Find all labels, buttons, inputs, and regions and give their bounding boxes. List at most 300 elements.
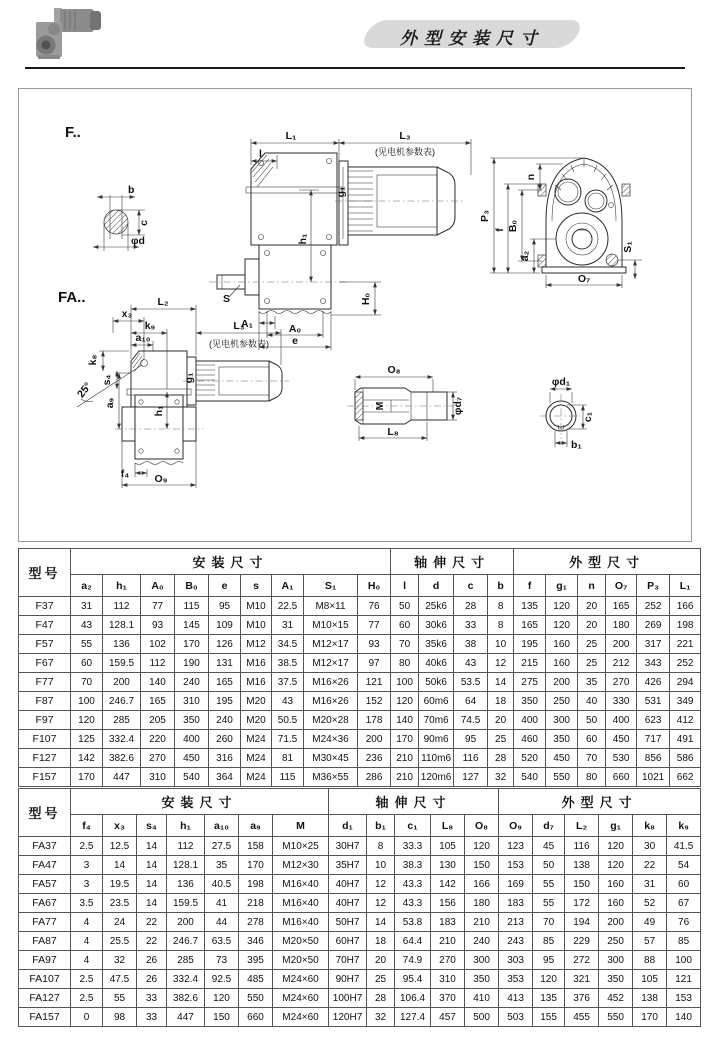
cell: M24×36 xyxy=(304,730,358,749)
cell: 123 xyxy=(499,837,533,856)
label-H0: H₀ xyxy=(360,292,372,306)
label-a9: a₉ xyxy=(104,397,116,409)
cell: 350 xyxy=(175,711,209,730)
cell: 520 xyxy=(514,749,546,768)
cell: 31 xyxy=(71,597,103,616)
group-header-shaft: 轴伸尺寸 xyxy=(329,789,499,815)
column-header: x₃ xyxy=(103,815,137,837)
cell: 364 xyxy=(209,768,241,787)
label-n: n xyxy=(525,173,537,181)
cell: 452 xyxy=(599,989,633,1008)
cell: 70m6 xyxy=(419,711,454,730)
cell: 54 xyxy=(667,856,701,875)
cell: 142 xyxy=(431,875,465,894)
cell: 22 xyxy=(137,932,167,951)
cell: 220 xyxy=(141,730,175,749)
column-header: d₇ xyxy=(533,815,565,837)
label-h1: h₁ xyxy=(297,233,309,245)
cell: 540 xyxy=(175,768,209,787)
model-cell: FA47 xyxy=(19,856,71,875)
cell: 145 xyxy=(175,616,209,635)
model-cell: F107 xyxy=(19,730,71,749)
cell: 98 xyxy=(103,1008,137,1027)
cell: 25.5 xyxy=(103,932,137,951)
cell: 76 xyxy=(358,597,391,616)
cell: 270 xyxy=(141,749,175,768)
cell: 85 xyxy=(533,932,565,951)
cell: 32 xyxy=(488,768,514,787)
column-header: s xyxy=(241,575,272,597)
column-header: A₁ xyxy=(272,575,304,597)
column-header: M xyxy=(273,815,329,837)
cell: 447 xyxy=(167,1008,205,1027)
cell: 116 xyxy=(565,837,599,856)
title-banner xyxy=(366,20,578,48)
cell: 77 xyxy=(141,597,175,616)
cell: 400 xyxy=(606,711,637,730)
model-cell: F47 xyxy=(19,616,71,635)
cell: 32 xyxy=(367,1008,395,1027)
cell: 127 xyxy=(454,768,488,787)
column-header: O₈ xyxy=(465,815,499,837)
cell: 125 xyxy=(71,730,103,749)
cell: 310 xyxy=(175,692,209,711)
cell: 269 xyxy=(637,616,670,635)
table-row xyxy=(19,730,701,749)
cell: 198 xyxy=(239,875,273,894)
cell: 121 xyxy=(667,970,701,989)
cell: 316 xyxy=(209,749,241,768)
group-header-install: 安装尺寸 xyxy=(71,789,329,815)
cell: 43 xyxy=(272,692,304,711)
cell: 413 xyxy=(499,989,533,1008)
cell: 10 xyxy=(488,635,514,654)
cell: 586 xyxy=(670,749,701,768)
f-front-view xyxy=(479,158,642,288)
cell: 30H7 xyxy=(329,837,367,856)
cell: 450 xyxy=(175,749,209,768)
group-header-install: 安装尺寸 xyxy=(71,549,391,575)
cell: 100 xyxy=(667,951,701,970)
cell: 0 xyxy=(71,1008,103,1027)
cell: 210 xyxy=(465,913,499,932)
cell: 412 xyxy=(670,711,701,730)
cell: 92.5 xyxy=(205,970,239,989)
cell: 40H7 xyxy=(329,875,367,894)
cell: 106.4 xyxy=(395,989,431,1008)
cell: 195 xyxy=(514,635,546,654)
cell: 152 xyxy=(358,692,391,711)
cell: 310 xyxy=(431,970,465,989)
label-h1-fa: h₁ xyxy=(153,405,165,417)
column-header: n xyxy=(578,575,606,597)
cell: 550 xyxy=(239,989,273,1008)
cell: 353 xyxy=(499,970,533,989)
cell: 120 xyxy=(205,989,239,1008)
cell: 221 xyxy=(670,635,701,654)
table-row xyxy=(19,932,701,951)
cell: 142 xyxy=(71,749,103,768)
cell: 215 xyxy=(514,654,546,673)
cell: 49 xyxy=(633,913,667,932)
cell: 500 xyxy=(465,1008,499,1027)
table-row xyxy=(19,894,701,913)
cell: 26 xyxy=(137,951,167,970)
cell: 43 xyxy=(71,616,103,635)
model-cell: F97 xyxy=(19,711,71,730)
label-L8: L₈ xyxy=(387,426,399,438)
label-a10: a₁₀ xyxy=(135,332,151,344)
label-g1-fa: g₁ xyxy=(183,372,195,384)
cell: 93 xyxy=(141,616,175,635)
cell: M10×15 xyxy=(304,616,358,635)
table-row xyxy=(19,970,701,989)
cell: 540 xyxy=(514,768,546,787)
cell: 63.5 xyxy=(205,932,239,951)
cell: 112 xyxy=(167,837,205,856)
cell: 660 xyxy=(239,1008,273,1027)
cell: 55 xyxy=(71,635,103,654)
label-s4: s₄ xyxy=(101,374,113,386)
model-cell: F157 xyxy=(19,768,71,787)
cell: 4 xyxy=(71,951,103,970)
model-cell: FA87 xyxy=(19,932,71,951)
cell: 32 xyxy=(103,951,137,970)
cell: 60m6 xyxy=(419,692,454,711)
label-angle: 25° xyxy=(75,380,95,401)
cell: 332.4 xyxy=(167,970,205,989)
cell: 170 xyxy=(391,730,419,749)
cell: 400 xyxy=(514,711,546,730)
cell: M20×50 xyxy=(273,951,329,970)
cell: 43 xyxy=(454,654,488,673)
column-header: f₄ xyxy=(71,815,103,837)
cell: 426 xyxy=(637,673,670,692)
label-phi-d: φd xyxy=(131,235,145,247)
cell: 450 xyxy=(606,730,637,749)
cell: 126 xyxy=(209,635,241,654)
cell: 28 xyxy=(367,989,395,1008)
label-d1: φd₁ xyxy=(551,376,571,388)
cell: 50 xyxy=(578,711,606,730)
label-P3: P₃ xyxy=(479,210,491,222)
cell: 22 xyxy=(137,913,167,932)
cell: M16×40 xyxy=(273,875,329,894)
cell: 76 xyxy=(667,913,701,932)
cell: 252 xyxy=(670,654,701,673)
hollow-shaft-bore-section xyxy=(540,376,594,451)
motor-note-fa: (见电机参数表) xyxy=(209,339,269,349)
cell: 275 xyxy=(514,673,546,692)
cell: 166 xyxy=(670,597,701,616)
cell: M24 xyxy=(241,768,272,787)
cell: 64 xyxy=(454,692,488,711)
cell: 35 xyxy=(205,856,239,875)
cell: M24 xyxy=(241,749,272,768)
cell: M16×26 xyxy=(304,673,358,692)
column-header: a₉ xyxy=(239,815,273,837)
cell: 20 xyxy=(367,951,395,970)
cell: 170 xyxy=(633,1008,667,1027)
cell: 60H7 xyxy=(329,932,367,951)
cell: 550 xyxy=(546,768,578,787)
cell: 95 xyxy=(209,597,241,616)
cell: 12 xyxy=(367,875,395,894)
f-side-view xyxy=(209,130,471,350)
dimension-drawing xyxy=(19,89,691,541)
cell: 165 xyxy=(514,616,546,635)
cell: 53.8 xyxy=(395,913,431,932)
cell: 128.1 xyxy=(167,856,205,875)
cell: 120 xyxy=(546,597,578,616)
cell: 25 xyxy=(578,635,606,654)
cell: 14 xyxy=(137,856,167,875)
cell: 35H7 xyxy=(329,856,367,875)
cell: 31 xyxy=(633,875,667,894)
cell: 130 xyxy=(431,856,465,875)
cell: 2.5 xyxy=(71,989,103,1008)
model-cell: F77 xyxy=(19,673,71,692)
table-row xyxy=(19,635,701,654)
cell: 166 xyxy=(465,875,499,894)
cell: 332.4 xyxy=(103,730,141,749)
cell: 160 xyxy=(546,654,578,673)
cell: 90m6 xyxy=(419,730,454,749)
cell: 28 xyxy=(454,597,488,616)
cell: 31 xyxy=(272,616,304,635)
cell: 2.5 xyxy=(71,970,103,989)
cell: 28 xyxy=(488,749,514,768)
cell: 26 xyxy=(137,970,167,989)
cell: 25k6 xyxy=(419,597,454,616)
cell: 37.5 xyxy=(272,673,304,692)
cell: 138 xyxy=(565,856,599,875)
column-header: f xyxy=(514,575,546,597)
cell: 120 xyxy=(599,856,633,875)
cell: 153 xyxy=(667,989,701,1008)
cell: 41 xyxy=(205,894,239,913)
cell: 30k6 xyxy=(419,616,454,635)
cell: 350 xyxy=(546,730,578,749)
label-x3: x₃ xyxy=(121,308,133,320)
cell: 30 xyxy=(633,837,667,856)
label-M: M xyxy=(374,401,386,411)
cell: 50.5 xyxy=(272,711,304,730)
cell: 205 xyxy=(141,711,175,730)
cell: M24×60 xyxy=(273,1008,329,1027)
cell: 286 xyxy=(358,768,391,787)
column-header: O₇ xyxy=(606,575,637,597)
cell: 172 xyxy=(565,894,599,913)
page-title: 外型安装尺寸 xyxy=(400,29,544,48)
cell: 158 xyxy=(239,837,273,856)
cell: 55 xyxy=(533,875,565,894)
model-column-header: 型号 xyxy=(19,789,71,837)
cell: 25 xyxy=(367,970,395,989)
table-row xyxy=(19,913,701,932)
cell: 550 xyxy=(599,1008,633,1027)
cell: 85 xyxy=(667,932,701,951)
cell: 218 xyxy=(239,894,273,913)
label-a2: a₂ xyxy=(519,250,531,262)
cell: 105 xyxy=(431,837,465,856)
cell: 272 xyxy=(565,951,599,970)
cell: 200 xyxy=(103,673,141,692)
cell: 74.5 xyxy=(454,711,488,730)
cell: 150 xyxy=(565,875,599,894)
column-header: c xyxy=(454,575,488,597)
cell: M16 xyxy=(241,673,272,692)
cell: 70H7 xyxy=(329,951,367,970)
cell: 183 xyxy=(499,894,533,913)
cell: 485 xyxy=(239,970,273,989)
cell: 2.5 xyxy=(71,837,103,856)
cell: 18 xyxy=(367,932,395,951)
table-row xyxy=(19,768,701,787)
cell: 60 xyxy=(71,654,103,673)
table-row xyxy=(19,616,701,635)
column-header: g₁ xyxy=(599,815,633,837)
cell: 240 xyxy=(465,932,499,951)
column-header: L₁ xyxy=(670,575,701,597)
cell: 33 xyxy=(137,989,167,1008)
cell: 44 xyxy=(205,913,239,932)
cell: 213 xyxy=(499,913,533,932)
cell: 43.3 xyxy=(395,894,431,913)
cell: 382.6 xyxy=(167,989,205,1008)
column-header: b xyxy=(488,575,514,597)
model-cell: FA57 xyxy=(19,875,71,894)
cell: M10 xyxy=(241,597,272,616)
cell: 33 xyxy=(454,616,488,635)
model-cell: FA97 xyxy=(19,951,71,970)
cell: 155 xyxy=(533,1008,565,1027)
cell: 370 xyxy=(431,989,465,1008)
label-B0: B₀ xyxy=(507,219,519,233)
cell: 350 xyxy=(599,970,633,989)
cell: 127.4 xyxy=(395,1008,431,1027)
label-L2: L₂ xyxy=(157,296,169,308)
cell: 14 xyxy=(137,875,167,894)
cell: 100 xyxy=(71,692,103,711)
cell: 97 xyxy=(358,654,391,673)
cell: 50 xyxy=(391,597,419,616)
label-S: S xyxy=(223,293,231,305)
cell: 115 xyxy=(175,597,209,616)
cell: 20 xyxy=(578,597,606,616)
cell: 10 xyxy=(367,856,395,875)
cell: 120 xyxy=(465,837,499,856)
label-b1: b₁ xyxy=(571,439,582,451)
label-L3: L₃ xyxy=(399,130,411,142)
cell: 55 xyxy=(533,894,565,913)
cell: 25 xyxy=(488,730,514,749)
cell: 455 xyxy=(565,1008,599,1027)
cell: 140 xyxy=(667,1008,701,1027)
table-row xyxy=(19,673,701,692)
cell: 285 xyxy=(103,711,141,730)
cell: 80 xyxy=(578,768,606,787)
cell: 50k6 xyxy=(419,673,454,692)
cell: 55 xyxy=(103,989,137,1008)
cell: 447 xyxy=(103,768,141,787)
cell: 95 xyxy=(454,730,488,749)
label-O8: O₈ xyxy=(387,364,401,376)
cell: 81 xyxy=(272,749,304,768)
cell: 40k6 xyxy=(419,654,454,673)
cell: 270 xyxy=(431,951,465,970)
cell: 3 xyxy=(71,875,103,894)
column-header: a₂ xyxy=(71,575,103,597)
column-header: A₀ xyxy=(141,575,175,597)
cell: M12×17 xyxy=(304,654,358,673)
cell: M12×30 xyxy=(273,856,329,875)
cell: 80 xyxy=(391,654,419,673)
cell: M30×45 xyxy=(304,749,358,768)
cell: M8×11 xyxy=(304,597,358,616)
cell: 250 xyxy=(546,692,578,711)
cell: 212 xyxy=(606,654,637,673)
model-cell: FA107 xyxy=(19,970,71,989)
cell: 20 xyxy=(488,711,514,730)
variant-label-fa: FA.. xyxy=(58,289,86,306)
cell: 53.5 xyxy=(454,673,488,692)
hollow-shaft-sleeve xyxy=(347,364,464,441)
cell: 70 xyxy=(533,913,565,932)
cell: 246.7 xyxy=(167,932,205,951)
cell: 153 xyxy=(499,856,533,875)
cell: 531 xyxy=(637,692,670,711)
cell: 38.5 xyxy=(272,654,304,673)
column-header: L₂ xyxy=(565,815,599,837)
cell: 38 xyxy=(454,635,488,654)
model-cell: FA157 xyxy=(19,1008,71,1027)
cell: 180 xyxy=(606,616,637,635)
cell: 178 xyxy=(358,711,391,730)
cell: 159.5 xyxy=(103,654,141,673)
cell: 530 xyxy=(606,749,637,768)
column-header: B₀ xyxy=(175,575,209,597)
model-column-header: 型号 xyxy=(19,549,71,597)
cell: 88 xyxy=(633,951,667,970)
cell: 169 xyxy=(499,875,533,894)
column-header: P₃ xyxy=(637,575,670,597)
cell: 135 xyxy=(533,989,565,1008)
fa-dimension-table xyxy=(18,788,701,1027)
cell: 300 xyxy=(465,951,499,970)
cell: 35 xyxy=(578,673,606,692)
column-header: S₁ xyxy=(304,575,358,597)
cell: 70 xyxy=(71,673,103,692)
cell: 4 xyxy=(71,913,103,932)
cell: 330 xyxy=(606,692,637,711)
cell: 120 xyxy=(533,970,565,989)
cell: 240 xyxy=(175,673,209,692)
column-header: k₉ xyxy=(667,815,701,837)
cell: 14 xyxy=(137,894,167,913)
cell: 19.5 xyxy=(103,875,137,894)
cell: 22 xyxy=(633,856,667,875)
cell: 136 xyxy=(103,635,141,654)
cell: 138 xyxy=(633,989,667,1008)
table-row xyxy=(19,951,701,970)
cell: 40H7 xyxy=(329,894,367,913)
cell: 491 xyxy=(670,730,701,749)
cell: 278 xyxy=(239,913,273,932)
cell: 457 xyxy=(431,1008,465,1027)
column-header: a₁₀ xyxy=(205,815,239,837)
cell: 40.5 xyxy=(205,875,239,894)
